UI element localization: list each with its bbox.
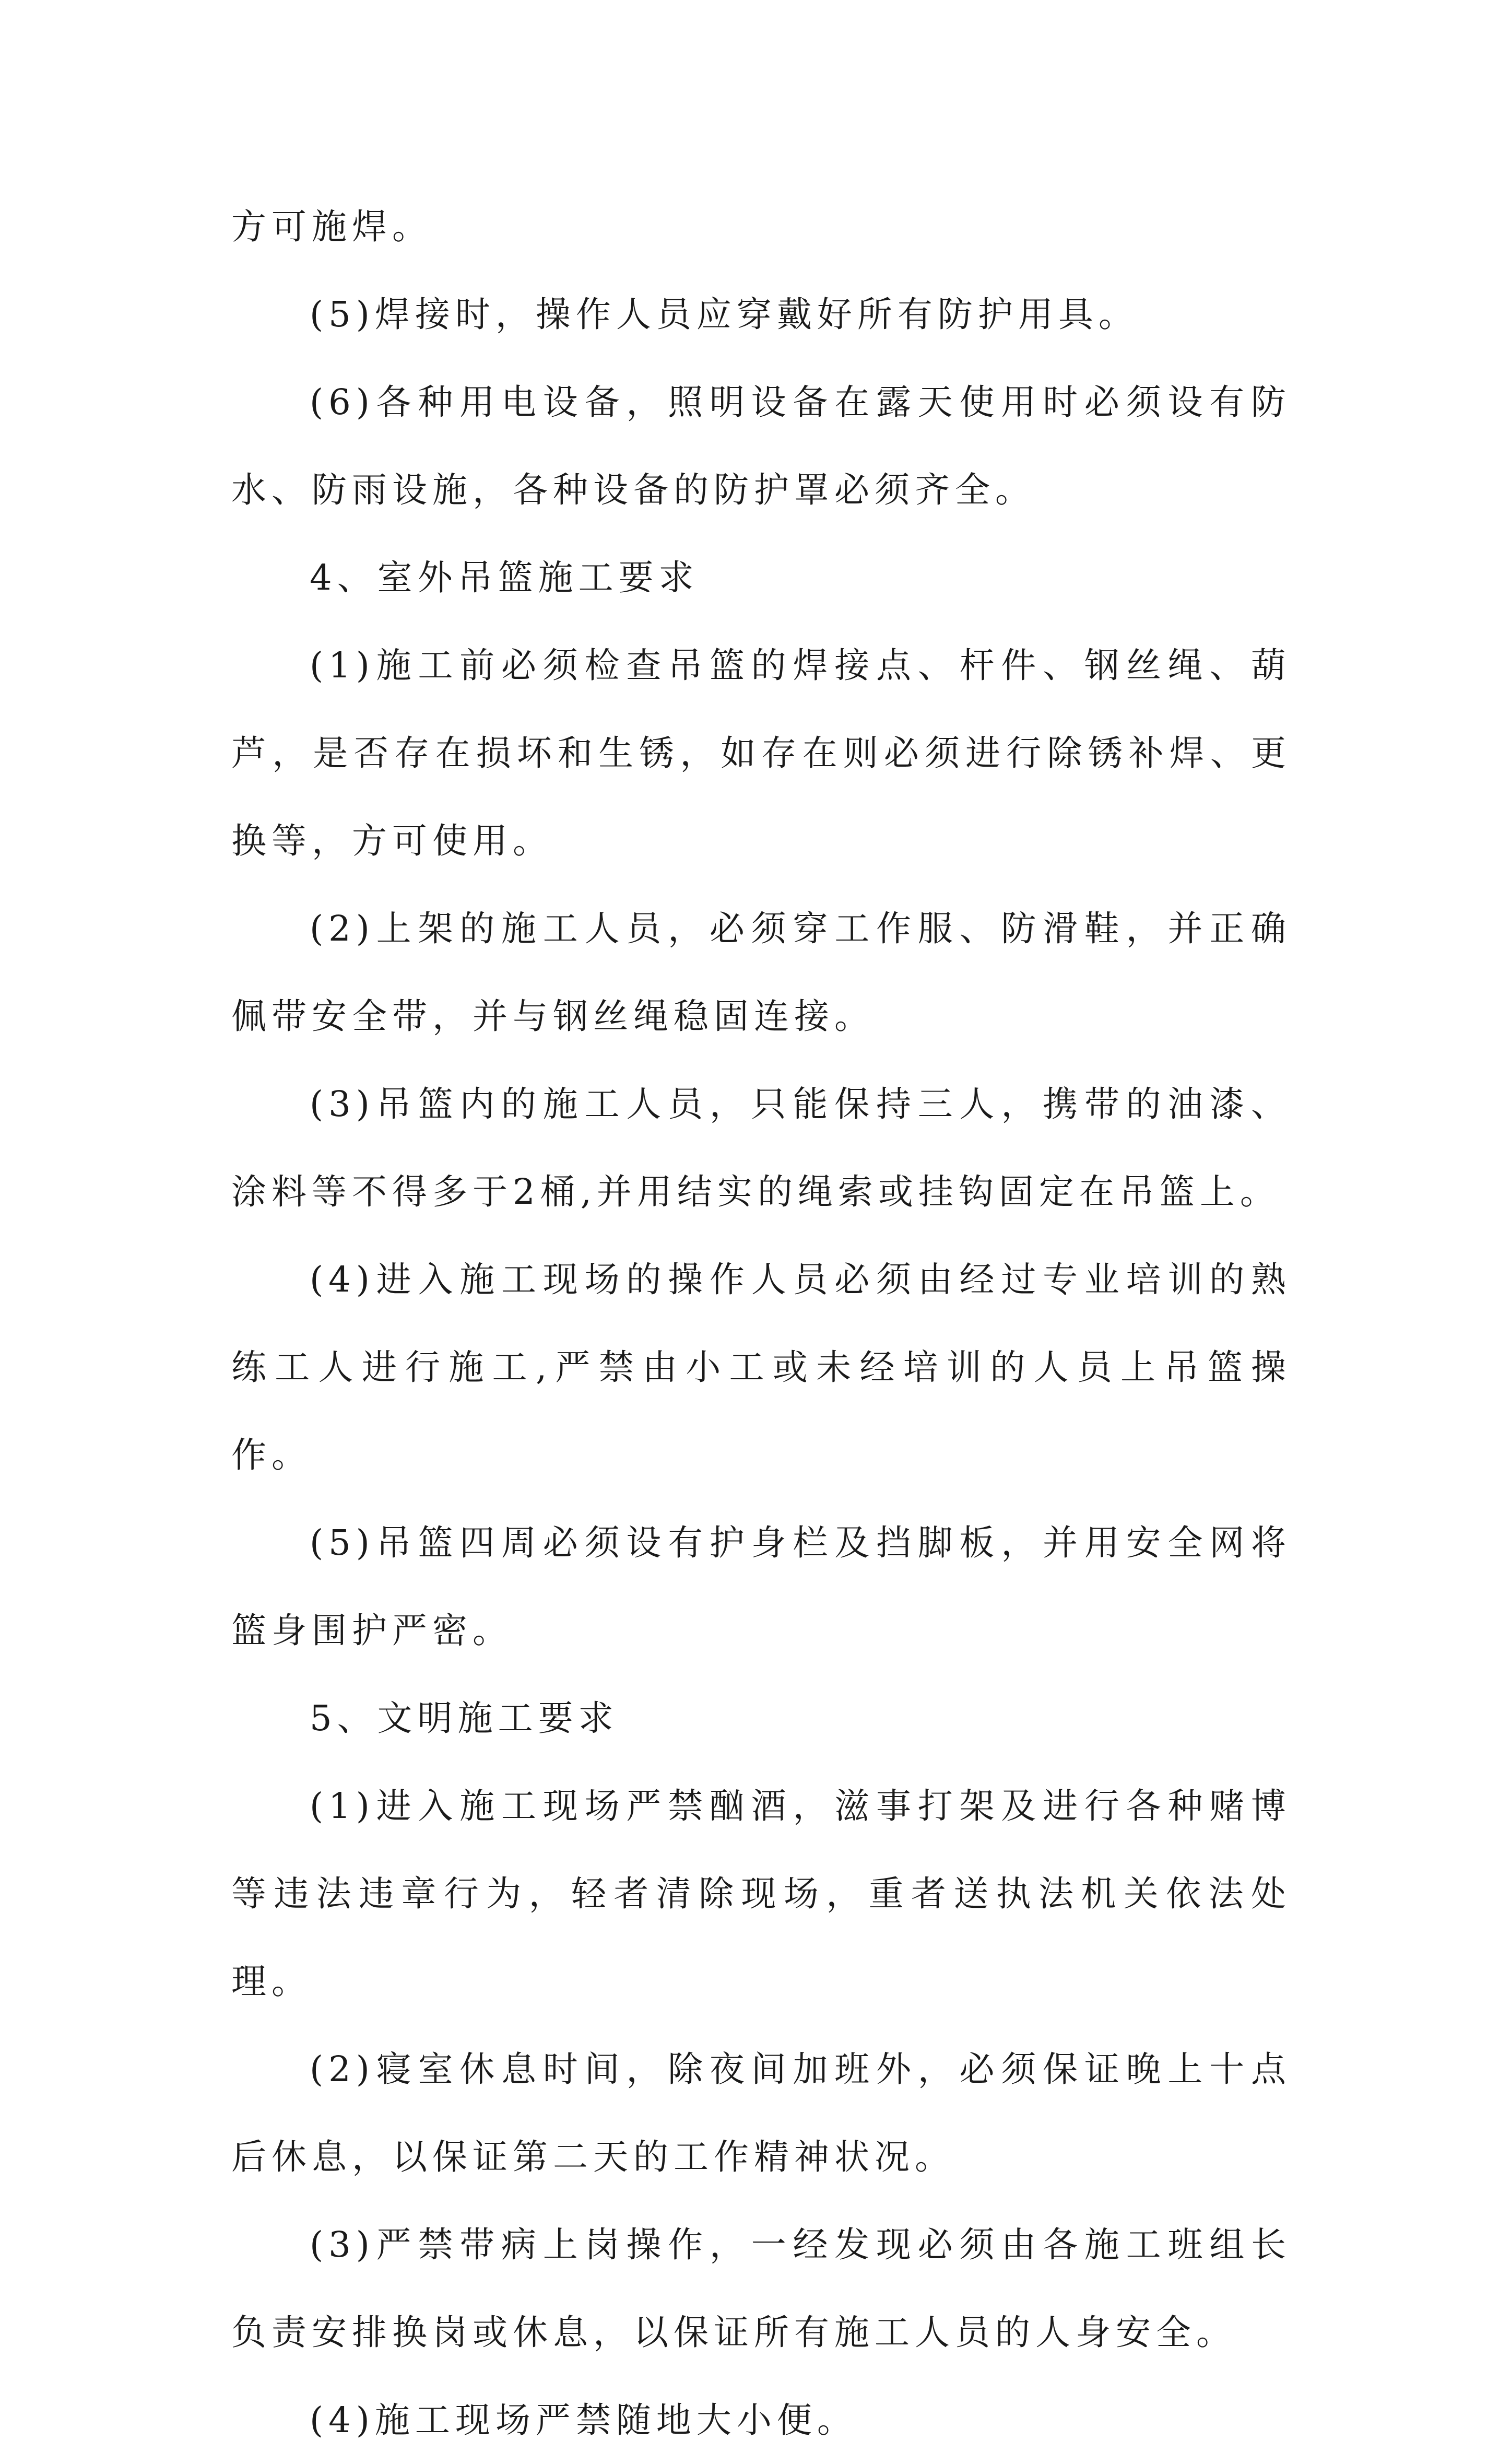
paragraph-continuation: 方可施焊。 (231, 206, 432, 247)
paragraph-item-4-5: (5)吊篮四周必须设有护身栏及挡脚板，并用安全网将篮身围护严密。 (231, 1522, 1291, 1651)
paragraph-item-4-2: (2)上架的施工人员，必须穿工作服、防滑鞋，并正确佩带安全带，并与钢丝绳稳固连接。 (231, 908, 1291, 1037)
paragraph-item-4-3: (3)吊篮内的施工人员，只能保持三人，携带的油漆、涂料等不得多于2桶,并用结实的绳索或挂钩固定在吊篮上。 (231, 1084, 1291, 1212)
document-body (231, 183, 1291, 2464)
paragraph-item-5-4: (4)施工现场严禁随地大小便。 (310, 2400, 857, 2440)
paragraph-item-5-1: (1)进入施工现场严禁酗酒，滋事打架及进行各种赌博等违法违章行为，轻者清除现场，重者送执法机关依法处理。 (231, 1786, 1291, 2002)
section-heading-5: 5、文明施工要求 (310, 1698, 619, 1739)
paragraph-item-3-5: (5)焊接时，操作人员应穿戴好所有防护用具。 (310, 294, 1139, 335)
section-heading-4: 4、室外吊篮施工要求 (310, 557, 699, 598)
paragraph-item-5-3: (3)严禁带病上岗操作，一经发现必须由各施工班组长负责安排换岗或休息，以保证所有施工人员的人身安全。 (231, 2224, 1291, 2353)
paragraph-item-3-6: (6)各种用电设备，照明设备在露天使用时必须设有防水、防雨设施，各种设备的防护罩必须齐全。 (231, 382, 1291, 510)
paragraph-item-4-1: (1)施工前必须检查吊篮的焊接点、杆件、钢丝绳、葫芦，是否存在损坏和生锈，如存在则必须进行除锈补焊、更换等，方可使用。 (231, 645, 1291, 861)
paragraph-item-4-4: (4)进入施工现场的操作人员必须由经过专业培训的熟练工人进行施工,严禁由小工或未经培训的人员上吊篮操作。 (231, 1259, 1291, 1475)
paragraph-item-5-2: (2)寝室休息时间，除夜间加班外，必须保证晚上十点后休息，以保证第二天的工作精神状况。 (231, 2049, 1291, 2177)
